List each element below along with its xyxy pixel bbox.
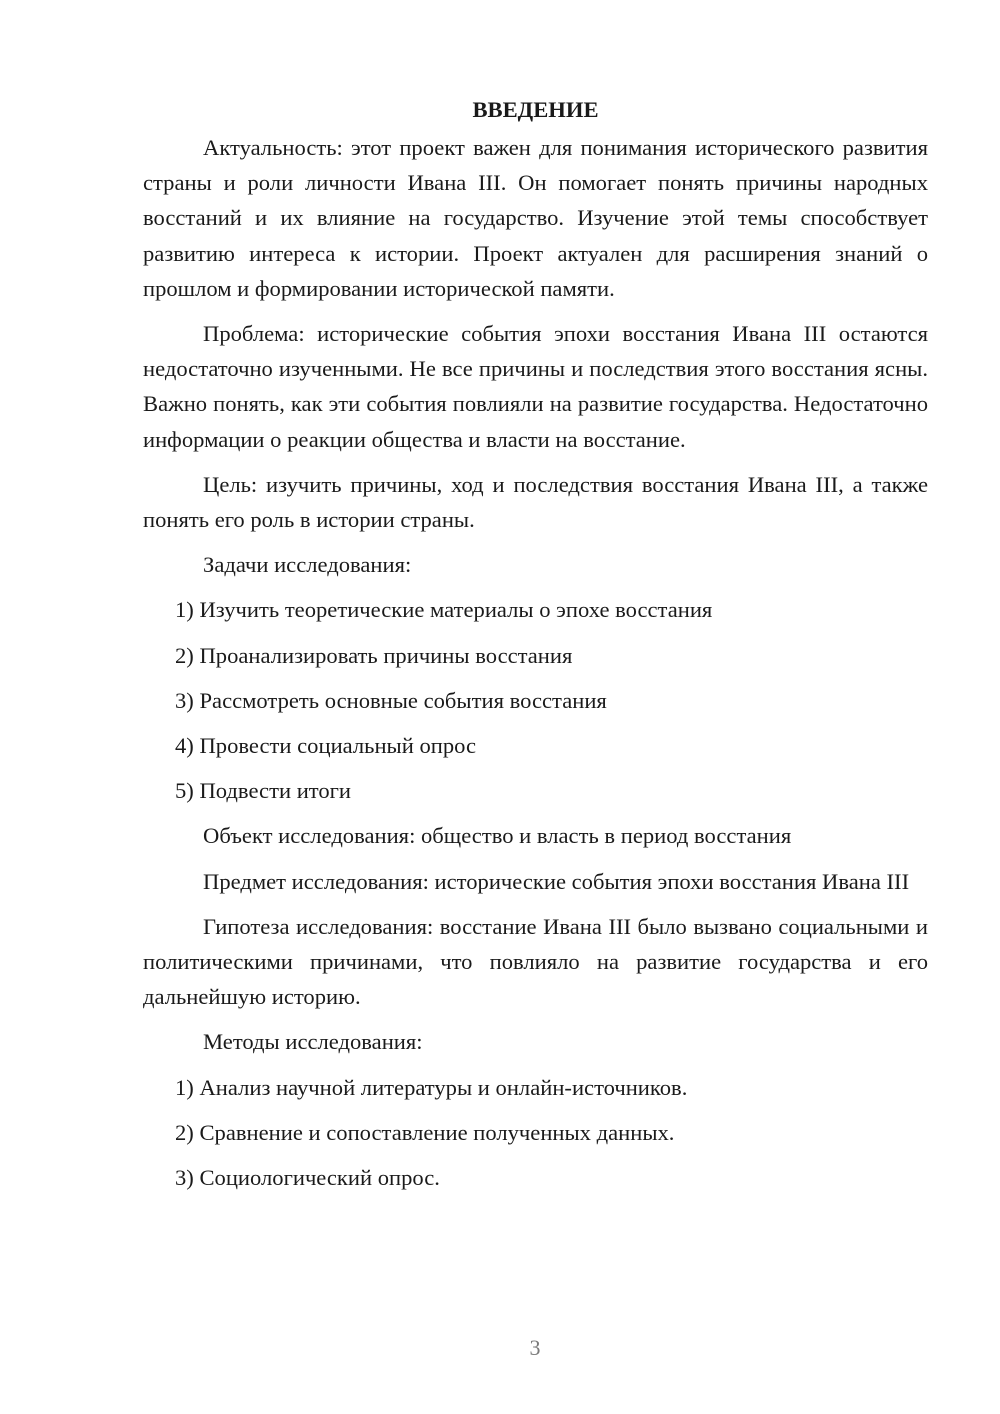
goal-paragraph: Цель: изучить причины, ход и последствия восстания Ивана III, а также понять его роль в истории страны. — [143, 471, 928, 533]
subject-paragraph: Предмет исследования: исторические события эпохи восстания Ивана III — [203, 868, 910, 894]
document-page — [143, 92, 928, 1205]
method-item-1: 1) Анализ научной литературы и онлайн-источников. — [175, 1074, 688, 1100]
page-number: 3 — [529, 1335, 541, 1360]
relevance-paragraph: Актуальность: этот проект важен для понимания исторического развития страны и роли личности Ивана III. Он помогает понять причины народных восстаний и их влияние на государство. Изучение этой темы способствует развитию интереса к истории. Проект актуален для расширения знаний о прошлом и формировании исторической памяти. — [143, 135, 928, 301]
hypothesis-paragraph: Гипотеза исследования: восстание Ивана III было вызвано социальными и политическими причинами, что повлияло на развитие государства и его дальнейшую историю. — [143, 913, 928, 1010]
object-paragraph: Объект исследования: общество и власть в период восстания — [203, 823, 792, 849]
task-item-1: 1) Изучить теоретические материалы о эпохе восстания — [175, 597, 713, 623]
tasks-heading: Задачи исследования: — [203, 552, 412, 578]
problem-paragraph: Проблема: исторические события эпохи восстания Ивана III остаются недостаточно изученными. Не все причины и последствия этого восстания ясны. Важно понять, как эти события повлияли на развитие государства. Недостаточно информации о реакции общества и власти на восстание. — [143, 321, 928, 452]
task-item-2: 2) Проанализировать причины восстания — [175, 642, 573, 668]
method-item-2: 2) Сравнение и сопоставление полученных данных. — [175, 1119, 675, 1145]
task-item-3: 3) Рассмотреть основные события восстания — [175, 687, 607, 713]
method-item-3: 3) Социологический опрос. — [175, 1165, 440, 1191]
methods-heading: Методы исследования: — [203, 1029, 423, 1055]
task-item-5: 5) Подвести итоги — [175, 778, 352, 804]
task-item-4: 4) Провести социальный опрос — [175, 733, 477, 759]
page-title: ВВЕДЕНИЕ — [472, 97, 599, 122]
